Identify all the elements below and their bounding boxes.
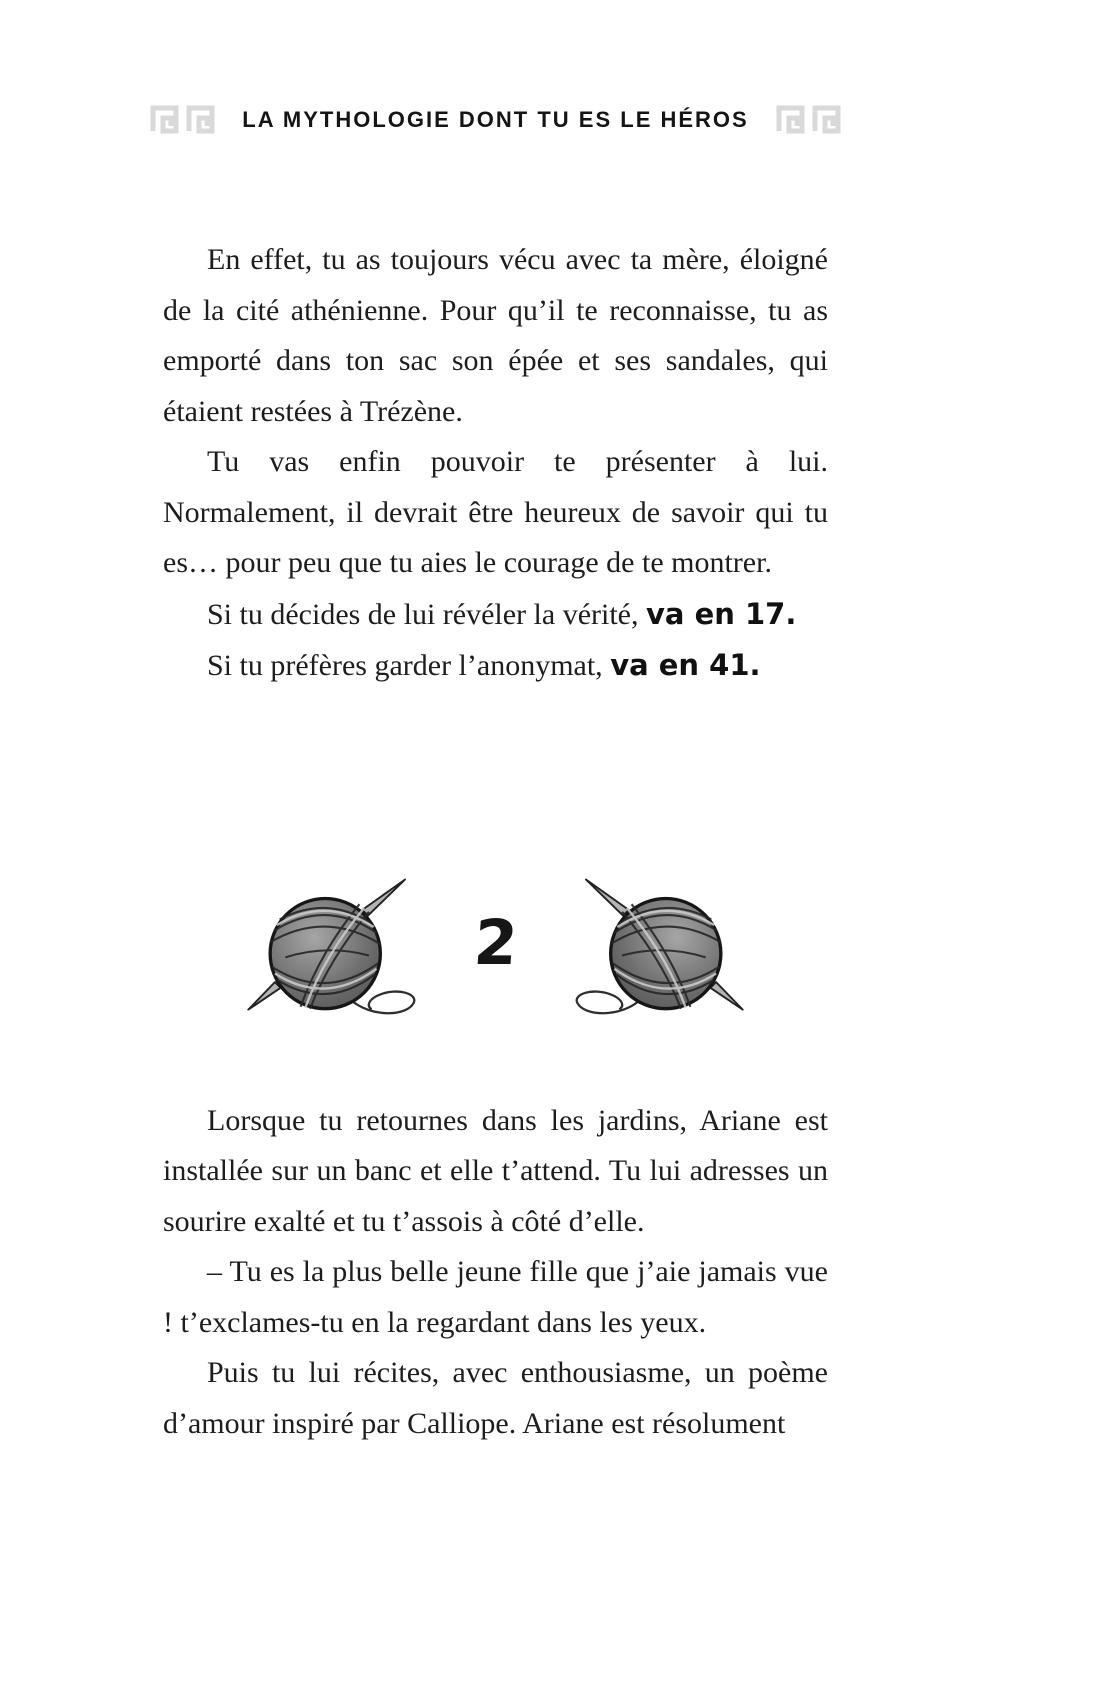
body-text-section-1 — [163, 235, 828, 692]
paragraph-dialogue — [163, 1247, 828, 1348]
paragraph — [163, 437, 828, 589]
greek-key-ornament-left-icon — [149, 104, 216, 135]
paragraph-choice — [163, 640, 828, 692]
paragraph-text: Puis tu lui récites, avec enthousiasme, un poème d’amour inspiré par Calliope. Ariane est résolument — [163, 1356, 828, 1440]
paragraph — [163, 235, 828, 437]
paragraph-text: Si tu préfères garder l’anonymat, — [207, 649, 611, 682]
paragraph-text: Lorsque tu retournes dans les jardins, Ariane est installée sur un banc et elle t’attend. Tu lui adresses un sourire exalté et tu t’assois à côté d’elle. — [163, 1103, 828, 1238]
paragraph-text: Si tu décides de lui révéler la vérité, — [207, 597, 646, 631]
yarn-ball-icon-right — [561, 870, 761, 1022]
page-header-title: LA MYTHOLOGIE DONT TU ES LE HÉROS — [242, 106, 749, 132]
choice-reference-17: va en 17. — [646, 596, 797, 631]
choice-reference-41: va en 41. — [610, 648, 761, 682]
section-divider — [163, 848, 828, 1044]
paragraph-choice — [163, 589, 828, 641]
yarn-ball-icon-left — [230, 870, 430, 1022]
paragraph-text: En effet, tu as toujours vécu avec ta mère, éloigné de la cité athénienne. Pour qu’il te reconnaisse, tu as emporté dans ton sac son épée et ses sandales, qui étaient restées à Trézène. — [163, 243, 828, 428]
paragraph — [163, 1348, 828, 1449]
paragraph-text: Tu vas enfin pouvoir te présenter à lui. Normalement, il devrait être heureux de savoir qui tu es… pour peu que tu aies le courage de te montrer. — [163, 445, 828, 579]
body-text-section-2 — [163, 1096, 828, 1450]
paragraph-text: – Tu es la plus belle jeune fille que j’aie jamais vue ! t’exclames-tu en la regardant dans les yeux. — [163, 1255, 828, 1339]
running-header — [163, 0, 828, 135]
section-number: 2 — [471, 906, 520, 979]
paragraph — [163, 1096, 828, 1248]
greek-key-ornament-right-icon — [775, 104, 842, 135]
